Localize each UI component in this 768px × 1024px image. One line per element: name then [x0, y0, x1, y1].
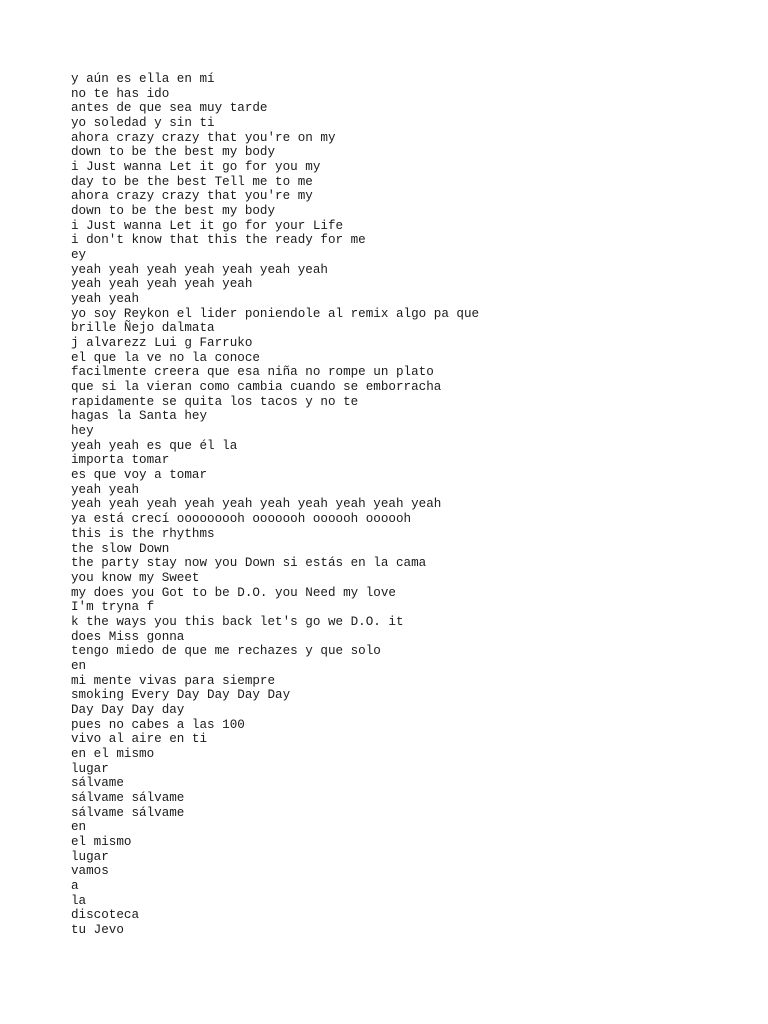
lyric-line: does Miss gonna — [71, 629, 185, 644]
lyric-line: the party stay now you Down si estás en la cama — [71, 556, 427, 571]
lyric-line: la — [71, 893, 87, 908]
lyric-line: down to be the best my body — [71, 145, 276, 160]
lyrics-text-block — [71, 72, 479, 938]
lyric-line: ey — [71, 248, 87, 263]
lyric-line: yo soledad y sin ti — [71, 116, 215, 131]
lyric-line: hagas la Santa hey — [71, 409, 208, 424]
lyric-line: i Just wanna Let it go for you my — [71, 160, 321, 175]
lyric-line: sálvame — [71, 776, 124, 791]
lyric-line: the slow Down — [71, 541, 170, 556]
lyric-line: j alvarezz Lui g Farruko — [71, 336, 253, 351]
lyric-line: tengo miedo de que me rechazes y que solo — [71, 644, 381, 659]
lyric-line: y aún es ella en mí — [71, 72, 215, 86]
lyric-line: ya está crecí ooooooooh ooooooh oooooh oooooh — [71, 512, 412, 527]
lyric-line: i Just wanna Let it go for your Life — [71, 218, 344, 233]
lyric-line: es que voy a tomar — [71, 468, 208, 483]
lyric-line: day to be the best Tell me to me — [71, 174, 313, 189]
lyric-line: yeah yeah — [71, 292, 140, 307]
lyric-line: que si la vieran como cambia cuando se emborracha — [71, 380, 442, 395]
lyric-line: you know my Sweet — [71, 570, 200, 585]
lyric-line: facilmente creera que esa niña no rompe un plato — [71, 365, 434, 380]
lyric-line: rapidamente se quita los tacos y no te — [71, 394, 359, 409]
lyric-line: sálvame sálvame — [71, 805, 185, 820]
lyric-line: smoking Every Day Day Day Day — [71, 688, 291, 703]
lyric-line: yo soy Reykon el lider poniendole al remix algo pa que — [71, 306, 480, 321]
lyric-line: yeah yeah — [71, 482, 140, 497]
lyric-line: a — [71, 878, 79, 893]
lyric-line: lugar — [71, 761, 109, 776]
lyric-line: this is the rhythms — [71, 526, 215, 541]
lyric-line: hey — [71, 424, 94, 439]
lyric-line: no te has ido — [71, 86, 170, 101]
lyric-line: down to be the best my body — [71, 204, 276, 219]
lyric-line: en — [71, 658, 87, 673]
lyric-line: el que la ve no la conoce — [71, 350, 260, 365]
lyric-line: vamos — [71, 864, 109, 879]
lyric-line: yeah yeah es que él la — [71, 438, 238, 453]
lyric-line: sálvame sálvame — [71, 790, 185, 805]
lyric-line: el mismo — [71, 834, 132, 849]
lyric-line: i don't know that this the ready for me — [71, 233, 366, 248]
lyric-line: pues no cabes a las 100 — [71, 717, 245, 732]
lyric-line: mi mente vivas para siempre — [71, 673, 276, 688]
lyric-line: en el mismo — [71, 746, 155, 761]
lyric-line: I'm tryna f — [71, 600, 155, 615]
lyric-line: antes de que sea muy tarde — [71, 101, 268, 116]
lyric-line: ahora crazy crazy that you're my — [71, 189, 313, 204]
lyric-line: importa tomar — [71, 453, 170, 468]
lyric-line: vivo al aire en ti — [71, 732, 208, 747]
lyric-line: yeah yeah yeah yeah yeah — [71, 277, 253, 292]
lyric-line: ahora crazy crazy that you're on my — [71, 130, 336, 145]
lyric-line: tu Jevo — [71, 922, 124, 937]
lyric-line: discoteca — [71, 908, 140, 923]
lyric-line: my does you Got to be D.O. you Need my love — [71, 585, 396, 600]
lyric-line: yeah yeah yeah yeah yeah yeah yeah — [71, 262, 328, 277]
lyric-line: Day Day Day day — [71, 702, 185, 717]
lyric-line: yeah yeah yeah yeah yeah yeah yeah yeah yeah yeah — [71, 497, 442, 512]
lyric-line: brille Ñejo dalmata — [71, 321, 215, 336]
lyric-line: k the ways you this back let's go we D.O. it — [71, 614, 404, 629]
lyric-line: lugar — [71, 849, 109, 864]
lyric-line: en — [71, 820, 87, 835]
